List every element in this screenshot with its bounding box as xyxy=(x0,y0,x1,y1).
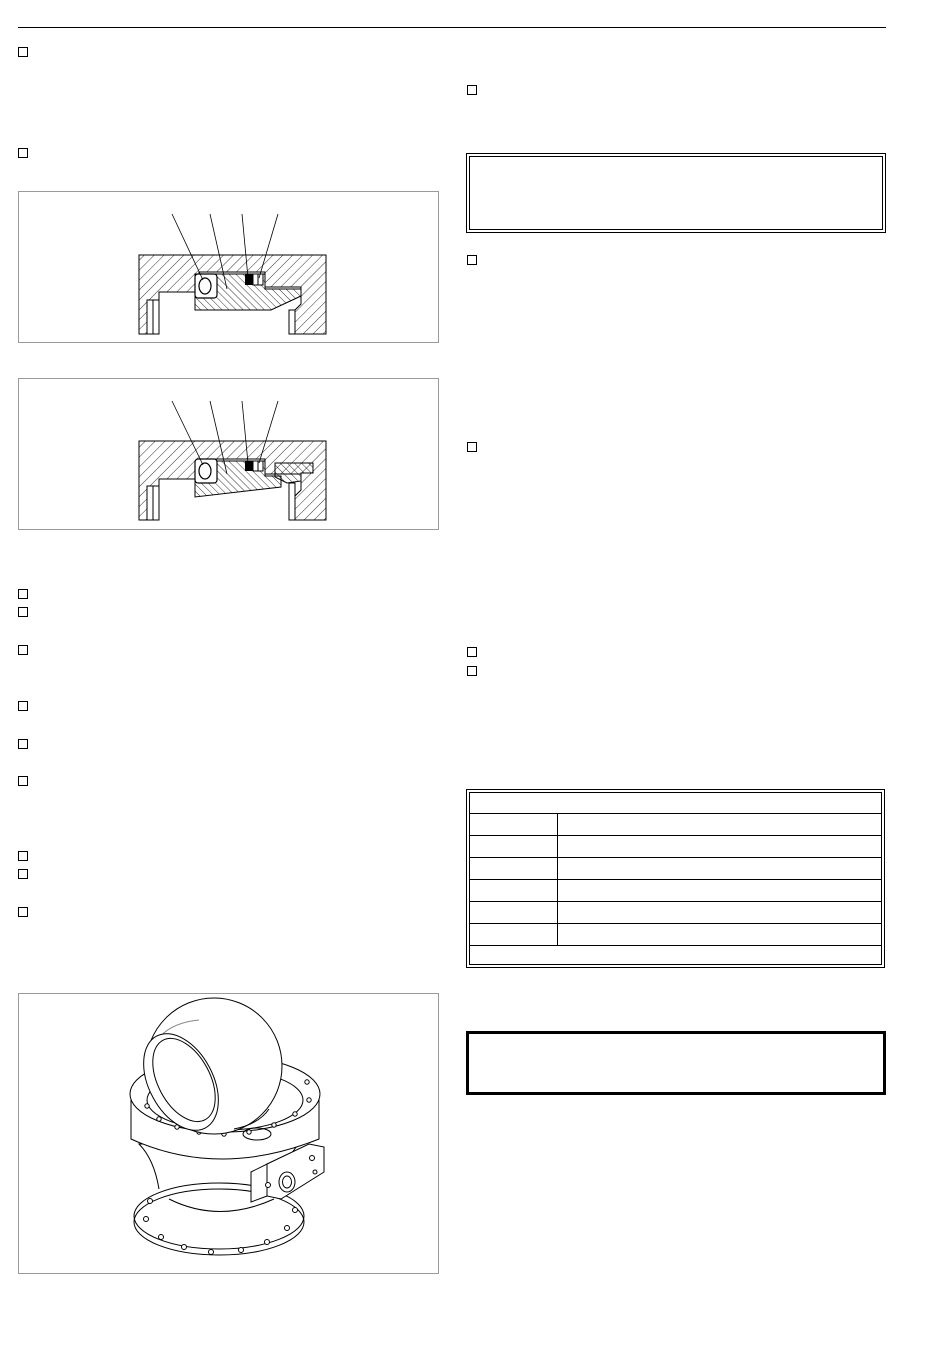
table-row xyxy=(470,945,881,946)
seal-section-figure-1 xyxy=(18,191,439,343)
checkbox[interactable] xyxy=(467,442,477,452)
checkbox[interactable] xyxy=(18,148,28,158)
checkbox[interactable] xyxy=(18,776,28,786)
table-row xyxy=(470,879,881,880)
checkbox[interactable] xyxy=(18,701,28,711)
table-row xyxy=(470,923,881,924)
table-row xyxy=(470,857,881,858)
checkbox[interactable] xyxy=(467,647,477,657)
warning-note-box xyxy=(466,1031,886,1095)
table-row xyxy=(470,835,881,836)
checkbox[interactable] xyxy=(467,85,477,95)
checkbox[interactable] xyxy=(18,645,28,655)
table-row xyxy=(470,901,881,902)
table-row xyxy=(470,813,881,814)
checkbox[interactable] xyxy=(18,851,28,861)
checkbox[interactable] xyxy=(467,666,477,676)
checkbox[interactable] xyxy=(467,255,477,265)
header-rule xyxy=(18,27,886,28)
spec-table-inner xyxy=(469,792,882,965)
checkbox[interactable] xyxy=(18,869,28,879)
info-note-box xyxy=(466,153,886,233)
ball-valve-isometric-figure xyxy=(18,993,439,1274)
checkbox[interactable] xyxy=(18,907,28,917)
seal-section-figure-2 xyxy=(18,378,439,530)
checkbox[interactable] xyxy=(18,47,28,57)
spec-table xyxy=(466,789,885,968)
checkbox[interactable] xyxy=(18,739,28,749)
checkbox[interactable] xyxy=(18,607,28,617)
checkbox[interactable] xyxy=(18,589,28,599)
table-column-divider xyxy=(557,813,558,945)
